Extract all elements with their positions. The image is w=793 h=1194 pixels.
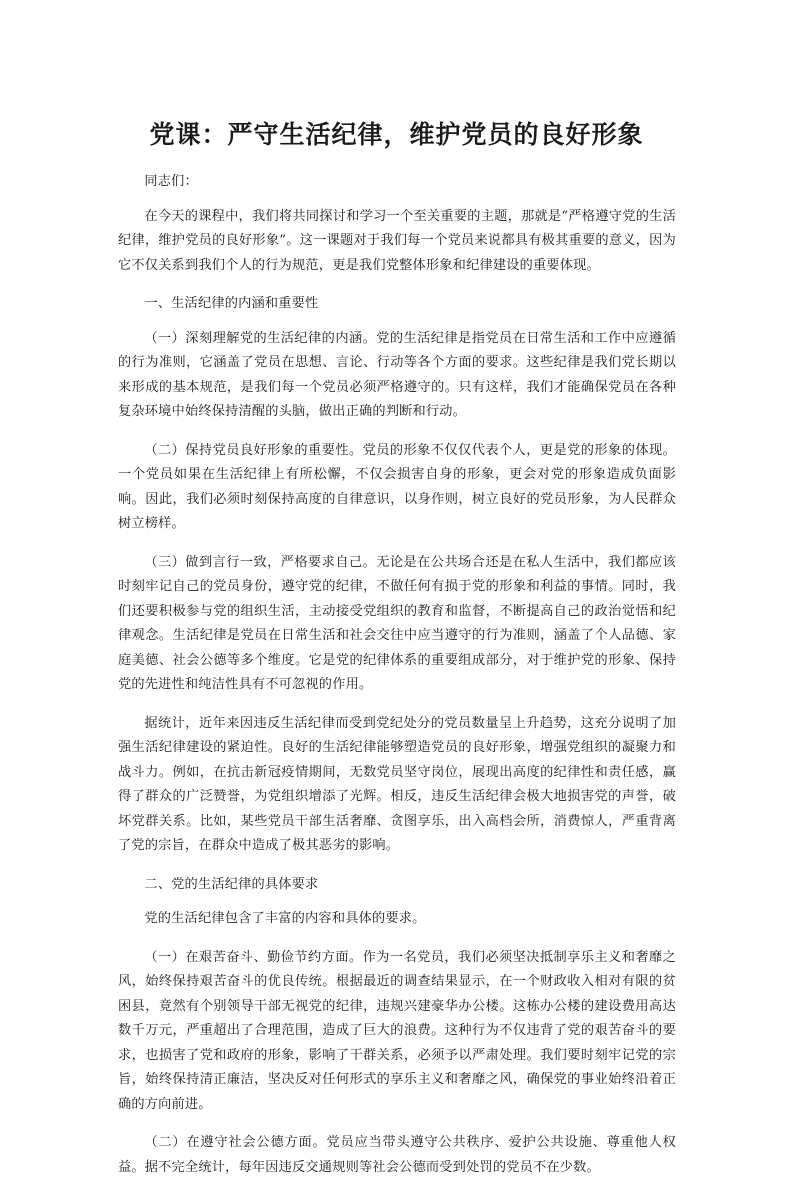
paragraph-statistics: 据统计，近年来因违反生活纪律而受到党纪处分的党员数量呈上升趋势，这充分说明了加强生活纪律建设的紧迫性。良好的生活纪律能够塑造党员的良好形象，增强党组织的凝聚力和战斗力。例如，在抗击新冠疫情期间，无数党员坚守岗位，展现出高度的纪律性和责任感，赢得了群众的广泛赞誉，为党组织增添了光辉。相反，违反生活纪律会极大地损害党的声誉，破坏党群关系。比如，某些党员干部生活奢靡、贪图享乐，出入高档会所，消费惊人，严重背离了党的宗旨，在群众中造成了极其恶劣的影响。 [118,715,676,853]
paragraph-2-2: （二）在遵守社会公德方面。党员应当带头遵守公共秩序、爱护公共设施、尊重他人权益。据不完全统计，每年因违反交通规则等社会公德而受到处罚的党员不在少数。 [118,1135,676,1175]
document-title: 党课：严守生活纪律，维护党员的良好形象 [149,120,644,149]
paragraph-2-1: （一）在艰苦奋斗、勤俭节约方面。作为一名党员，我们必须坚决抵制享乐主义和奢靡之风，始终保持艰苦奋斗的优良传统。根据最近的调查结果显示，在一个财政收入相对有限的贫困县，竟然有个别领导干部无视党的纪律，违规兴建豪华办公楼。这栋办公楼的建设费用高达数千万元，严重超出了合理范围，造成了巨大的浪费。这种行为不仅违背了党的艰苦奋斗的要求，也损害了党和政府的形象，影响了干群关系，必须予以严肃处理。我们要时刻牢记党的宗旨，始终保持清正廉洁，坚决反对任何形式的享乐主义和奢靡之风，确保党的事业始终沿着正确的方向前进。 [118,949,676,1112]
document-body [118,170,676,1194]
paragraph-1-2: （二）保持党员良好形象的重要性。党员的形象不仅仅代表个人，更是党的形象的体现。一个党员如果在生活纪律上有所松懈，不仅会损害自身的形象，更会对党的形象造成负面影响。因此，我们必须时刻保持高度的自律意识，以身作则，树立良好的党员形象，为人民群众树立榜样。 [118,442,676,531]
salutation: 同志们： [144,174,198,189]
paragraph-2-intro: 党的生活纪律包含了丰富的内容和具体的要求。 [144,911,426,926]
section-heading-1: 一、生活纪律的内涵和重要性 [144,296,319,311]
paragraph-intro: 在今天的课程中，我们将共同探讨和学习一个至关重要的主题，那就是“严格遵守党的生活纪律，维护党员的良好形象”。这一课题对于我们每一个党员来说都具有极其重要的意义，因为它不仅关系到我们个人的行为规范，更是我们党整体形象和纪律建设的重要体现。 [118,208,676,273]
section-heading-2: 二、党的生活纪律的具体要求 [144,876,319,892]
paragraph-1-3: （三）做到言行一致，严格要求自己。无论是在公共场合还是在私人生活中，我们都应该时刻牢记自己的党员身份，遵守党的纪律，不做任何有损于党的形象和利益的事情。同时，我们还要积极参与党的组织生活，主动接受党组织的教育和监督，不断提高自己的政治觉悟和纪律观念。生活纪律是党员在日常生活和社会交往中应当遵守的行为准则，涵盖了个人品德、家庭美德、社会公德等多个维度。它是党的纪律体系的重要组成部分，对于维护党的形象、保持党的先进性和纯洁性具有不可忽视的作用。 [118,554,676,692]
paragraph-1-1: （一）深刻理解党的生活纪律的内涵。党的生活纪律是指党员在日常生活和工作中应遵循的行为准则，它涵盖了党员在思想、言论、行动等各个方面的要求。这些纪律是我们党长期以来形成的基本规范，是我们每一个党员必须严格遵守的。只有这样，我们才能确保党员在各种复杂环境中始终保持清醒的头脑，做出正确的判断和行动。 [118,330,676,419]
